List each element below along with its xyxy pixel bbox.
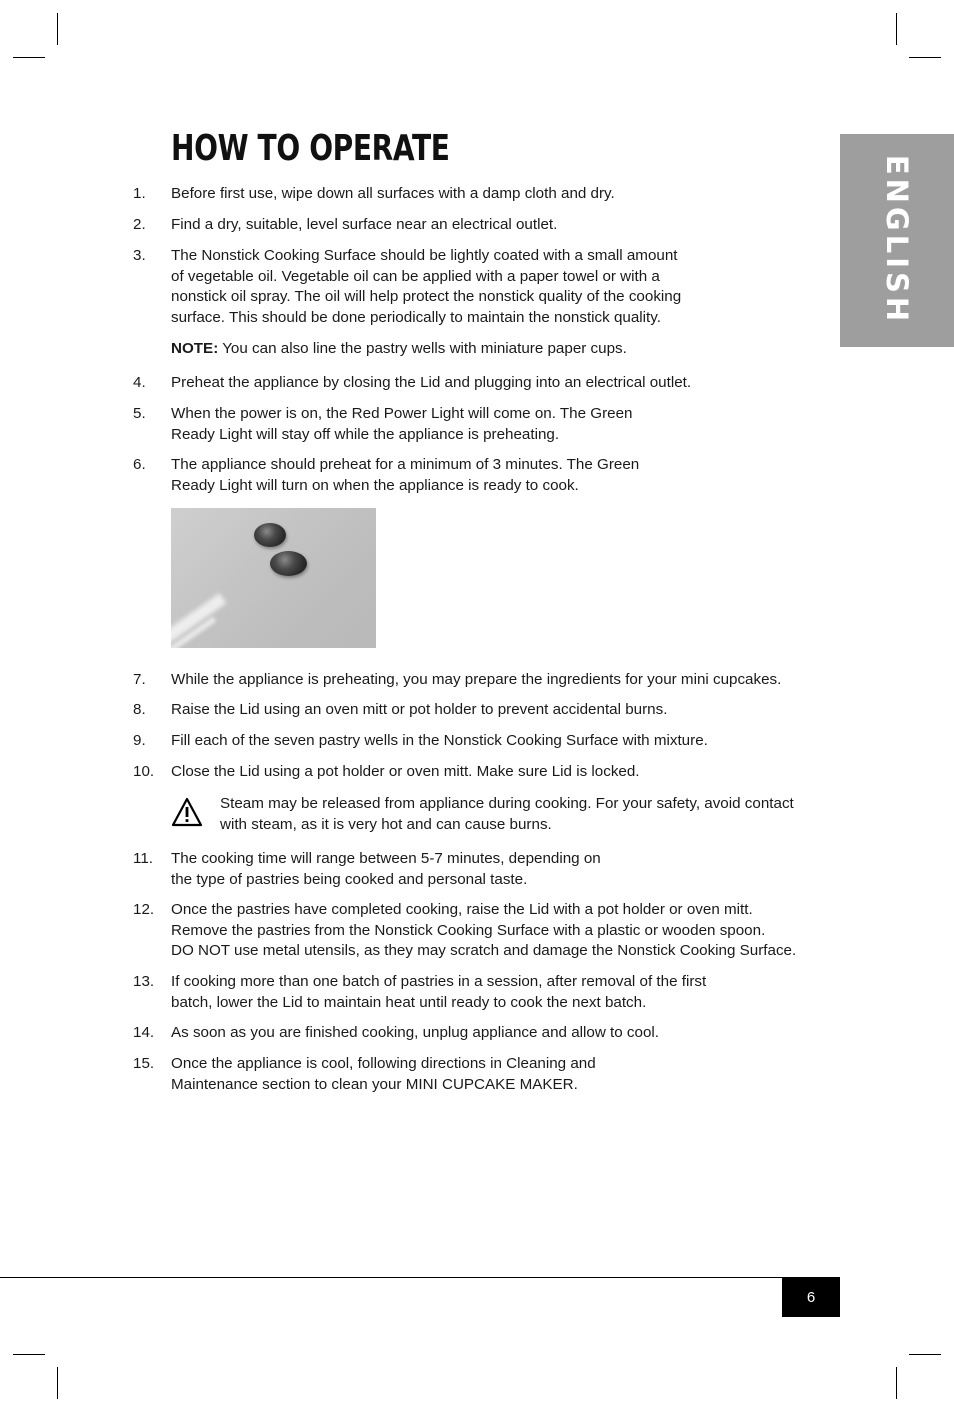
step-text: Find a dry, suitable, level surface near an electrical outlet.	[171, 216, 558, 233]
step-number: 12.	[133, 901, 155, 918]
step-number: 8.	[133, 701, 146, 718]
step-text: Fill each of the seven pastry wells in the Nonstick Cooking Surface with mixture.	[171, 732, 708, 749]
step-number: 13.	[133, 973, 155, 990]
step-text: Once the pastries have completed cooking, raise the Lid with a pot holder or oven mitt. Remove the pastries from the Nonstick Cooking Surface with a plastic or wooden spoon. DO NOT use metal utensils, as they may scratch and damage the Nonstick Cooking Surface.	[171, 901, 797, 959]
warning-text: Steam may be released from appliance during cooking. For your safety, avoid contact with steam, as it is very hot and can cause burns.	[220, 795, 794, 833]
step-number: 9.	[133, 732, 146, 749]
crop-mark	[57, 13, 58, 45]
step-text: While the appliance is preheating, you may prepare the ingredients for your mini cupcakes.	[171, 671, 782, 688]
step-text: When the power is on, the Red Power Light will come on. The Green Ready Light will stay off while the appliance is preheating.	[171, 405, 633, 443]
step-number: 10.	[133, 763, 155, 780]
step-number: 6.	[133, 456, 146, 473]
note-text: You can also line the pastry wells with miniature paper cups.	[218, 340, 627, 357]
step-text	[171, 1054, 831, 1095]
note	[171, 339, 627, 360]
language-tab-label: ENGLISH	[880, 154, 914, 326]
crop-mark	[909, 57, 941, 58]
step-text: If cooking more than one batch of pastries in a session, after removal of the first batch, lower the Lid to maintain heat until ready to cook the next batch.	[171, 973, 707, 1011]
step-text: The appliance should preheat for a minimum of 3 minutes. The Green Ready Light will turn on when the appliance is ready to cook.	[171, 456, 640, 494]
step-text-body: Once the appliance is cool, following directions in Cleaning and Maintenance section to clean your MINI CUPCAKE MAKER.	[171, 1055, 596, 1093]
crop-mark	[13, 57, 45, 58]
page-title: HOW TO OPERATE	[171, 128, 450, 169]
crop-mark	[909, 1354, 941, 1355]
step-number: 3.	[133, 247, 146, 264]
crop-mark	[896, 13, 897, 45]
step-number: 2.	[133, 216, 146, 233]
step-number: 7.	[133, 671, 146, 688]
crop-mark	[13, 1354, 45, 1355]
ready-light	[270, 551, 307, 576]
page-number: 6	[782, 1278, 840, 1317]
crop-mark	[57, 1367, 58, 1399]
step-number: 15.	[133, 1055, 155, 1072]
step-text: Preheat the appliance by closing the Lid and plugging into an electrical outlet.	[171, 374, 692, 391]
crop-mark	[896, 1367, 897, 1399]
note-label: NOTE:	[171, 340, 219, 357]
power-light	[254, 523, 286, 547]
step-number: 5.	[133, 405, 146, 422]
step-text: Before first use, wipe down all surfaces with a damp cloth and dry.	[171, 185, 615, 202]
indicator-lights-photo	[171, 508, 376, 648]
warning-triangle-icon	[171, 797, 203, 827]
step-number: 1.	[133, 185, 146, 202]
step-text: As soon as you are finished cooking, unplug appliance and allow to cool.	[171, 1024, 660, 1041]
step-number: 14.	[133, 1024, 155, 1041]
step-number: 11.	[133, 850, 153, 867]
language-tab	[840, 134, 954, 347]
step-number: 4.	[133, 374, 146, 391]
footer-rule	[0, 1277, 840, 1278]
step-text: The cooking time will range between 5-7 minutes, depending on the type of pastries being cooked and personal taste.	[171, 850, 601, 888]
step-text: The Nonstick Cooking Surface should be lightly coated with a small amount of vegetable oil. Vegetable oil can be applied with a paper towel or with a nonstick oil spray. The oil will help protect the nonstick quality of the cooking surface. This should be done periodically to maintain the nonstick quality.	[171, 247, 682, 326]
step-text: Raise the Lid using an oven mitt or pot holder to prevent accidental burns.	[171, 701, 668, 718]
step-text: Close the Lid using a pot holder or oven mitt. Make sure Lid is locked.	[171, 763, 640, 780]
